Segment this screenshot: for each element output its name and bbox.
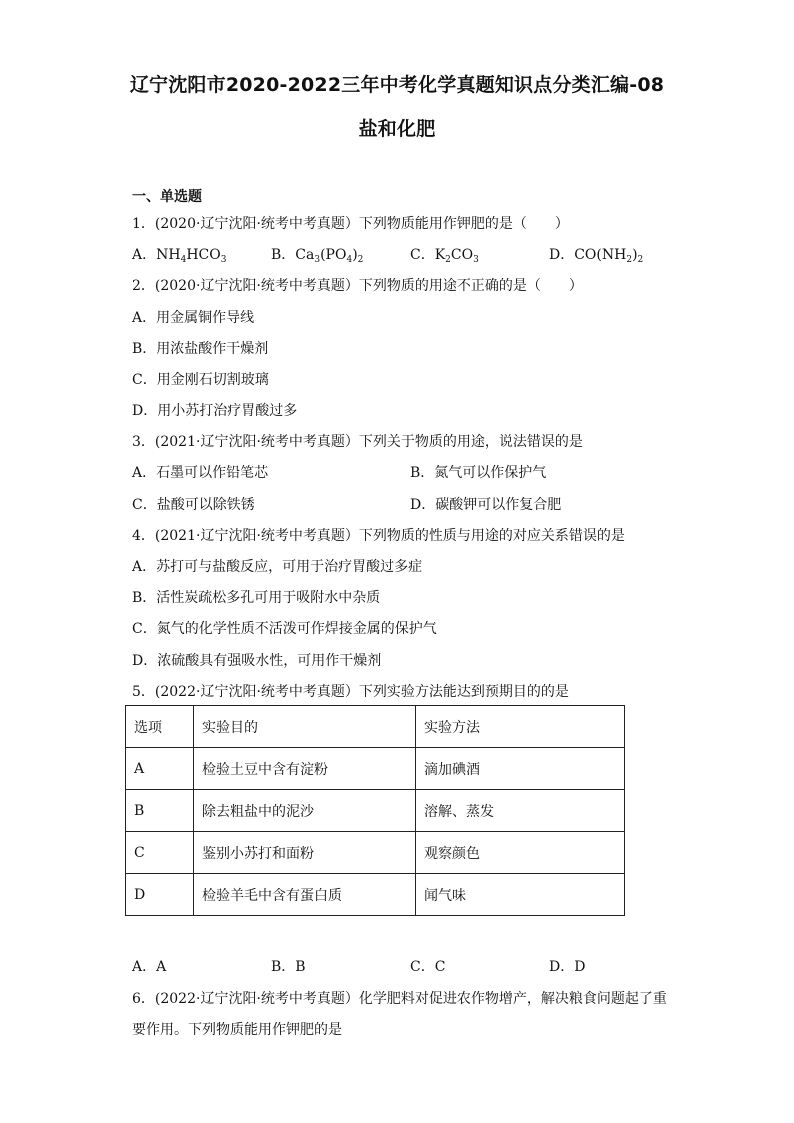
table-cell: 观察颜色	[416, 832, 625, 874]
doc-title-line2: 盐和化肥	[358, 118, 436, 140]
q3-stem: 3．(2021·辽宁沈阳·统考中考真题）下列关于物质的用途，说法错误的是	[132, 434, 583, 450]
q5-option-b: B．B	[271, 959, 306, 975]
doc-title-line1: 辽宁沈阳市2020-2022三年中考化学真题知识点分类汇编-08	[129, 74, 665, 96]
q2-stem: 2．(2020·辽宁沈阳·统考中考真题）下列物质的用途不正确的是（ ）	[132, 278, 583, 294]
q5-option-c: C．C	[410, 959, 446, 975]
q3-option-d: D．碳酸钾可以作复合肥	[410, 497, 562, 513]
table-row	[126, 790, 625, 832]
q4-option-a: A．苏打可与盐酸反应，可用于治疗胃酸过多症	[132, 559, 423, 575]
q6-stem-line2: 要作用。下列物质能用作钾肥的是	[132, 1022, 342, 1038]
table-cell: C	[126, 832, 194, 874]
q1-option-b: B．$Ca_3(PO_4)_2$	[271, 247, 364, 265]
q6-stem-line1: 6．(2022·辽宁沈阳·统考中考真题）化学肥料对促进农作物增产，解决粮食问题起了重	[132, 991, 667, 1007]
table-cell: 溶解、蒸发	[416, 790, 625, 832]
q2-option-c: C．用金刚石切割玻璃	[132, 372, 269, 388]
table-cell: D	[126, 874, 194, 916]
q5-table	[125, 705, 625, 916]
q4-option-c: C．氮气的化学性质不活泼可作焊接金属的保护气	[132, 621, 437, 637]
table-cell: 鉴别小苏打和面粉	[194, 832, 416, 874]
q5-option-d: D．D	[549, 959, 586, 975]
q3-option-a: A．石墨可以作铅笔芯	[132, 465, 269, 481]
q3-option-b: B．氮气可以作保护气	[410, 465, 547, 481]
table-cell: 检验土豆中含有淀粉	[194, 748, 416, 790]
table-cell: 除去粗盐中的泥沙	[194, 790, 416, 832]
table-cell: 滴加碘酒	[416, 748, 625, 790]
section-heading: 一、单选题	[132, 189, 202, 205]
q4-option-d: D．浓硫酸具有强吸水性，可用作干燥剂	[132, 653, 382, 669]
table-row	[126, 874, 625, 916]
table-cell: A	[126, 748, 194, 790]
q3-option-c: C．盐酸可以除铁锈	[132, 497, 255, 513]
table-row	[126, 748, 625, 790]
q1-option-a: A．$NH_4HCO_3$	[132, 247, 227, 265]
q1-option-d: D．$CO(NH_2)_2$	[549, 247, 644, 265]
q1-stem: 1．(2020·辽宁沈阳·统考中考真题）下列物质能用作钾肥的是（ ）	[132, 216, 569, 232]
q1-option-c: C．$K_2CO_3$	[410, 247, 479, 265]
table-cell: 闻气味	[416, 874, 625, 916]
q5-stem: 5．(2022·辽宁沈阳·统考中考真题）下列实验方法能达到预期目的的是	[132, 684, 569, 700]
table-row	[126, 832, 625, 874]
table-header-cell: 实验目的	[194, 706, 416, 748]
q5-option-a: A．A	[132, 959, 167, 975]
q4-stem: 4．(2021·辽宁沈阳·统考中考真题）下列物质的性质与用途的对应关系错误的是	[132, 528, 625, 544]
q2-option-b: B．用浓盐酸作干燥剂	[132, 341, 269, 357]
table-header-row	[126, 706, 625, 748]
table-header-cell: 选项	[126, 706, 194, 748]
table-cell: B	[126, 790, 194, 832]
q2-option-a: A．用金属铜作导线	[132, 310, 255, 326]
q4-option-b: B．活性炭疏松多孔可用于吸附水中杂质	[132, 590, 381, 606]
q2-option-d: D．用小苏打治疗胃酸过多	[132, 403, 298, 419]
table-header-cell: 实验方法	[416, 706, 625, 748]
table-cell: 检验羊毛中含有蛋白质	[194, 874, 416, 916]
